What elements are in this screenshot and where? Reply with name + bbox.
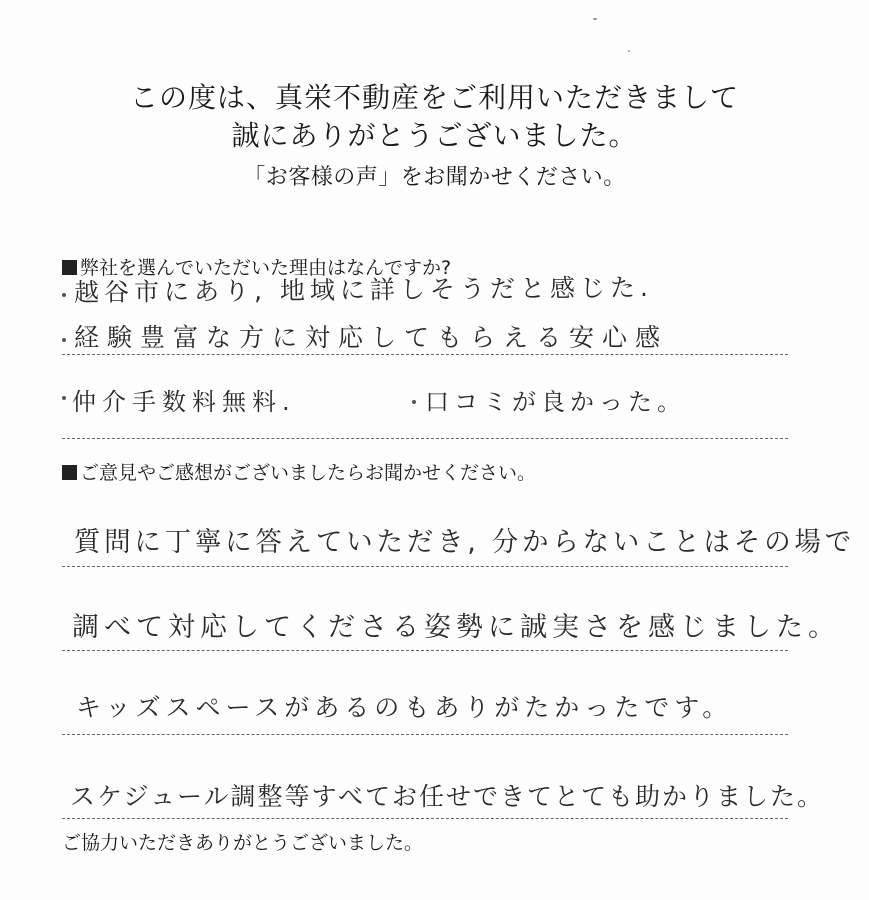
question-2 — [62, 458, 536, 485]
handwritten-answer-2-2: 調べて対応してくださる姿勢に誠実さを感じました。 — [72, 612, 840, 643]
handwritten-answer-1-1: 越谷市にあり, 地域に詳しそうだと感じた. — [73, 272, 653, 307]
handwritten-answer-1-3: 仲介手数料無料. — [72, 388, 296, 416]
answer-rule — [62, 650, 788, 651]
question-1-label: 弊社を選んでいただいた理由はなんですか? — [80, 257, 452, 279]
heading-line-3: 「お客様の声」をお聞かせください。 — [243, 165, 626, 190]
answer-rule — [62, 734, 788, 735]
heading-line-1: この度は、真栄不動産をご利用いただきまして — [129, 81, 739, 114]
handwritten-answer-2-3: キッズスペースがあるのもありがたかったです。 — [76, 693, 733, 722]
answer-rule — [62, 818, 788, 819]
handwritten-answer-2-1: 質問に丁寧に答えていただき, 分からないことはその場で — [74, 527, 855, 558]
square-bullet-icon — [62, 465, 77, 480]
scan-speck — [628, 50, 630, 52]
handwritten-answer-2-4: スケジュール調整等すべてお任せできてとても助かりました。 — [70, 782, 825, 811]
dot-bullet-icon — [62, 293, 66, 297]
answer-rule — [62, 566, 788, 567]
dot-bullet-icon — [62, 396, 66, 400]
answer-rule — [62, 438, 788, 439]
handwritten-answer-1-4: 口コミが良かった。 — [425, 388, 686, 416]
dot-bullet-icon — [62, 338, 66, 342]
heading-line-2: 誠にありがとうございました。 — [231, 119, 638, 152]
footer-thanks: ご協力いただきありがとうございました。 — [62, 832, 424, 854]
answer-rule — [62, 354, 788, 355]
handwritten-answer-1-2: 経験豊富な方に対応してもらえる安心感 — [74, 323, 669, 352]
scan-speck — [593, 18, 597, 20]
question-2-label: ご意見やご感想がございましたらお聞かせください。 — [80, 462, 537, 484]
dot-bullet-icon — [412, 400, 416, 404]
